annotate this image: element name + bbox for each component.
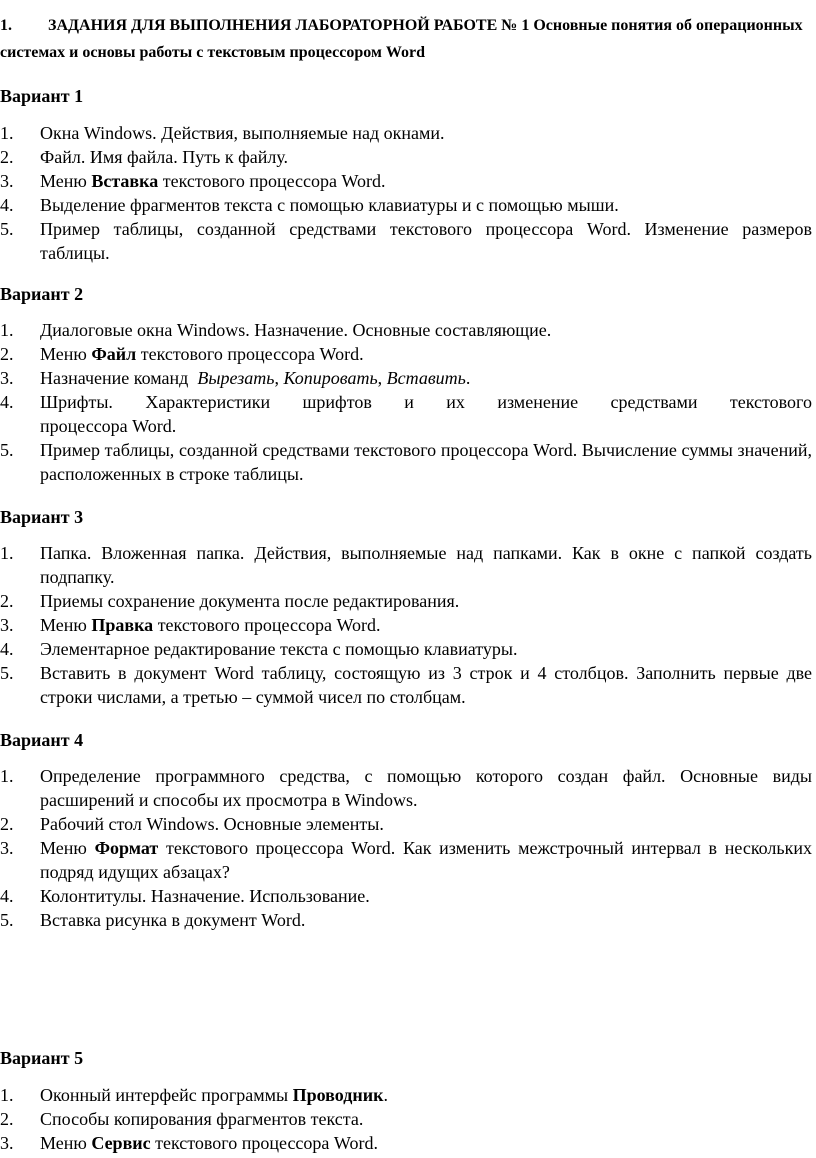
variant-4-list: [0, 764, 812, 932]
command-cut: Вырезать: [197, 368, 275, 388]
variant-1-title: Вариант 1: [0, 86, 84, 106]
menu-name: Вставка: [91, 171, 159, 191]
variant-2-title: Вариант 2: [0, 284, 84, 304]
list-item: 2. Рабочий стол Windows. Основные элементы.: [0, 814, 384, 834]
list-item: 3. Назначение команд Вырезать, Копировать, Вставить.: [0, 368, 471, 388]
variant-2-list: [0, 318, 812, 486]
list-item: 4. Выделение фрагментов текста с помощью клавиатуры и с помощью мыши.: [0, 195, 619, 215]
command-copy: Копировать: [283, 368, 378, 388]
list-item: 4. Шрифты. Характеристики шрифтов и их изменение средствами текстового процессора Word.: [0, 392, 812, 436]
list-item: 4. Элементарное редактирование текста с помощью клавиатуры.: [0, 639, 518, 659]
variant-4-title: Вариант 4: [0, 730, 84, 750]
command-paste: Вставить: [386, 368, 466, 388]
list-item: 2. Меню Файл текстового процессора Word.: [0, 344, 364, 364]
menu-name: Правка: [91, 615, 154, 635]
list-item: 3. Меню Правка текстового процессора Word.: [0, 615, 381, 635]
list-item: 5. Пример таблицы, созданной средствами текстового процессора Word. Изменение размеров таблицы.: [0, 219, 812, 263]
variant-3-list: [0, 541, 812, 709]
document-heading: [0, 12, 812, 66]
menu-name: Формат: [94, 838, 159, 858]
heading-number: 1.: [0, 17, 12, 34]
list-item: 5. Вставка рисунка в документ Word.: [0, 910, 306, 930]
list-item: 1. Окна Windows. Действия, выполняемые над окнами.: [0, 123, 445, 143]
list-item: 1. Диалоговые окна Windows. Назначение. Основные составляющие.: [0, 320, 552, 340]
list-item: 3. Меню Вставка текстового процессора Word.: [0, 171, 386, 191]
menu-name: Сервис: [91, 1133, 151, 1153]
variant-3-title: Вариант 3: [0, 507, 84, 527]
program-name: Проводник: [292, 1085, 384, 1105]
list-item: 1. Определение программного средства, с помощью которого создан файл. Основные виды расширений и способы их просмотра в Windows.: [0, 766, 812, 810]
list-item: 1. Оконный интерфейс программы Проводник.: [0, 1085, 388, 1105]
list-item: 3. Меню Формат текстового процессора Word. Как изменить межстрочный интервал в нескольких подряд идущих абзацах?: [0, 838, 812, 882]
list-item: 4. Колонтитулы. Назначение. Использование.: [0, 886, 370, 906]
list-item: 5. Вставить в документ Word таблицу, состоящую из 3 строк и 4 столбцов. Заполнить первые две строки числами, а третью – суммой чисел по столбцам.: [0, 663, 812, 707]
list-item: 1. Папка. Вложенная папка. Действия, выполняемые над папками. Как в окне с папкой создать подпапку.: [0, 543, 812, 587]
list-item: 5. Пример таблицы, созданной средствами текстового процессора Word. Вычисление суммы значений, расположенных в строке таблицы.: [0, 440, 812, 484]
list-item: 2. Приемы сохранение документа после редактирования.: [0, 591, 460, 611]
list-item: 3. Меню Сервис текстового процессора Word.: [0, 1133, 378, 1153]
variant-1-list: [0, 121, 812, 265]
heading-title: ЗАДАНИЯ ДЛЯ ВЫПОЛНЕНИЯ ЛАБОРАТОРНОЙ РАБОТЕ № 1 Основные понятия об операционных системах и основы работы с текстовым процессором Word: [0, 17, 803, 61]
menu-name: Файл: [91, 344, 137, 364]
variant-5-title: Вариант 5: [0, 1048, 84, 1068]
variant-5-list: [0, 1083, 812, 1155]
list-item: 2. Файл. Имя файла. Путь к файлу.: [0, 147, 289, 167]
list-item: 2. Способы копирования фрагментов текста.: [0, 1109, 364, 1129]
